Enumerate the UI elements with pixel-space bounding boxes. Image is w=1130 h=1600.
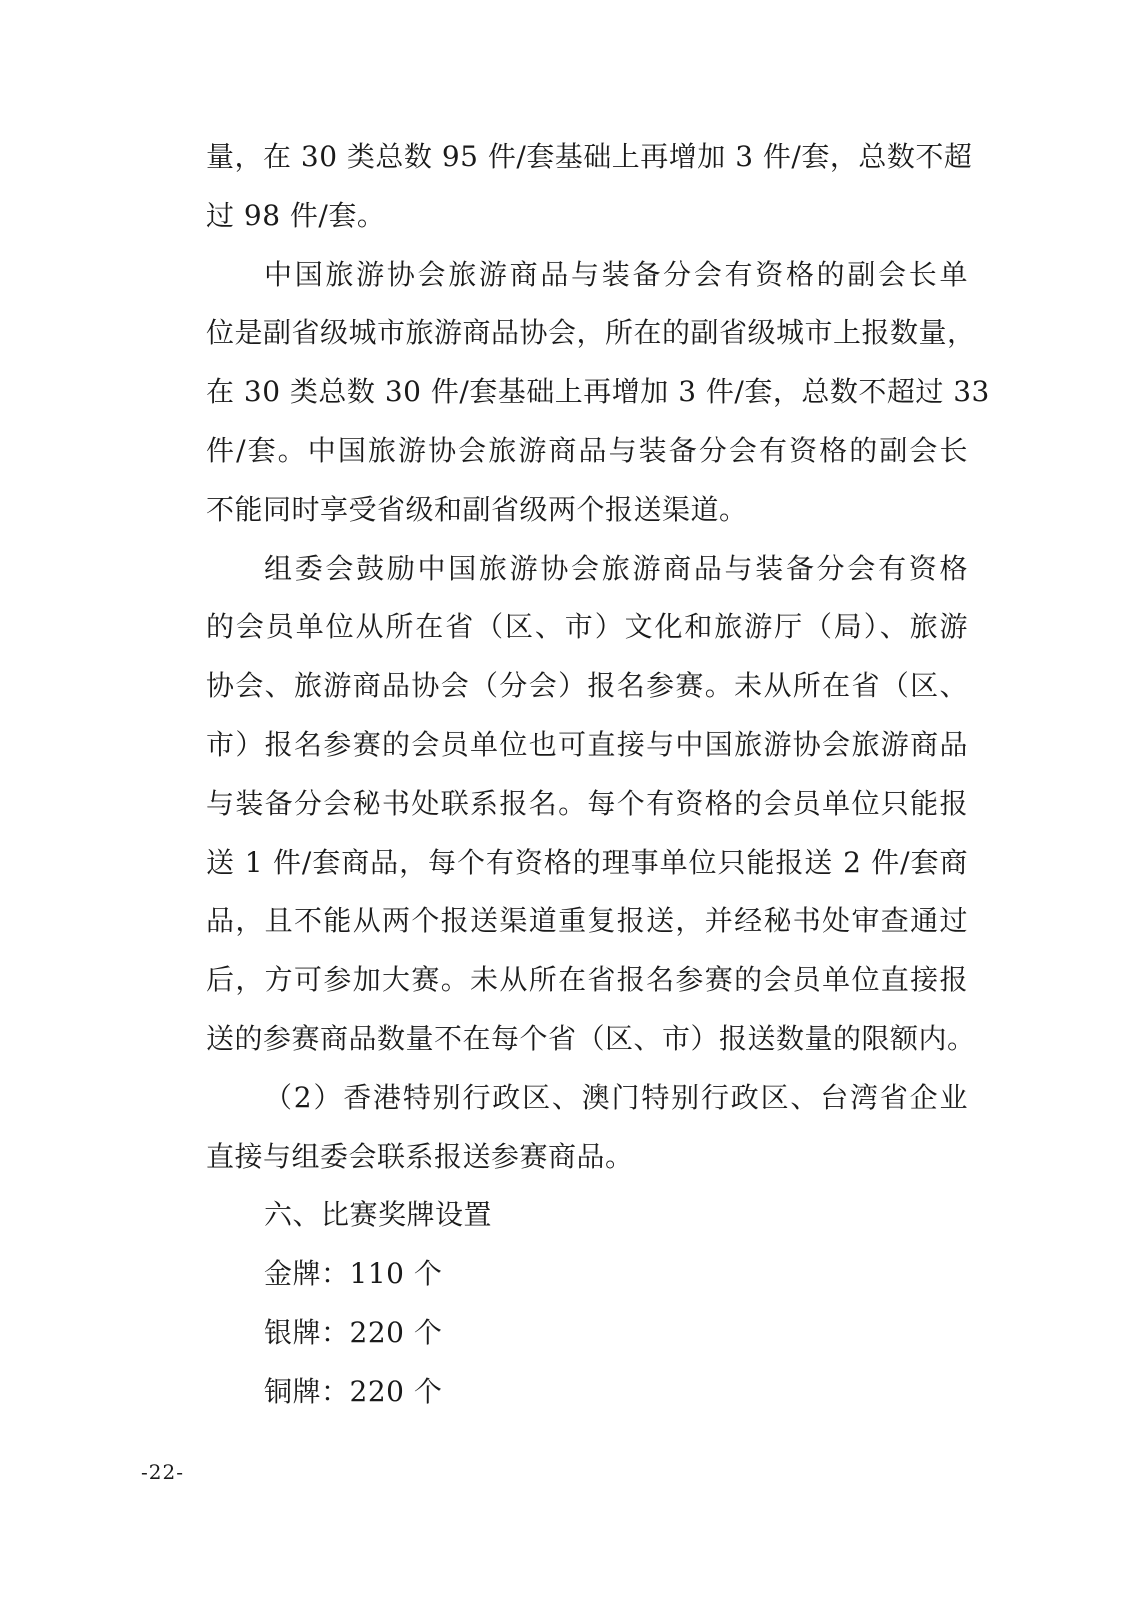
section-heading: 六、比赛奖牌设置 [264,1198,493,1232]
text-line: 中国旅游协会旅游商品与装备分会有资格的副会长单 [264,257,968,291]
text-line: 不能同时享受省级和副省级两个报送渠道。 [206,492,748,526]
text-line: 位是副省级城市旅游商品协会，所在的副省级城市上报数量， [206,316,976,350]
page-number: -22- [141,1460,184,1484]
text-line: 送 1 件/套商品，每个有资格的理事单位只能报送 2 件/套商 [206,845,968,879]
silver-medal-line: 银牌：220 个 [264,1315,443,1349]
text-line: 在 30 类总数 30 件/套基础上再增加 3 件/套，总数不超过 33 [206,375,990,409]
gold-medal-line: 金牌：110 个 [264,1257,443,1291]
text-line: 直接与组委会联系报送参赛商品。 [206,1139,634,1173]
text-line: 件/套。中国旅游协会旅游商品与装备分会有资格的副会长 [206,433,968,467]
bronze-medal-line: 铜牌：220 个 [264,1374,443,1408]
text-line: 与装备分会秘书处联系报名。每个有资格的会员单位只能报 [206,786,968,820]
document-body [206,128,990,1422]
text-line: 后，方可参加大赛。未从所在省报名参赛的会员单位直接报 [206,963,968,997]
text-line: 的会员单位从所在省（区、市）文化和旅游厅（局）、旅游 [206,610,968,644]
text-line: 过 98 件/套。 [206,198,386,232]
text-line: （2）香港特别行政区、澳门特别行政区、台湾省企业 [264,1080,968,1114]
text-line: 市）报名参赛的会员单位也可直接与中国旅游协会旅游商品 [206,727,968,761]
text-line: 品，且不能从两个报送渠道重复报送，并经秘书处审查通过 [206,904,968,938]
text-line: 量，在 30 类总数 95 件/套基础上再增加 3 件/套，总数不超 [206,140,973,173]
text-line: 协会、旅游商品协会（分会）报名参赛。未从所在省（区、 [206,669,968,703]
text-line: 送的参赛商品数量不在每个省（区、市）报送数量的限额内。 [206,1021,976,1055]
text-line: 组委会鼓励中国旅游协会旅游商品与装备分会有资格 [264,551,968,585]
